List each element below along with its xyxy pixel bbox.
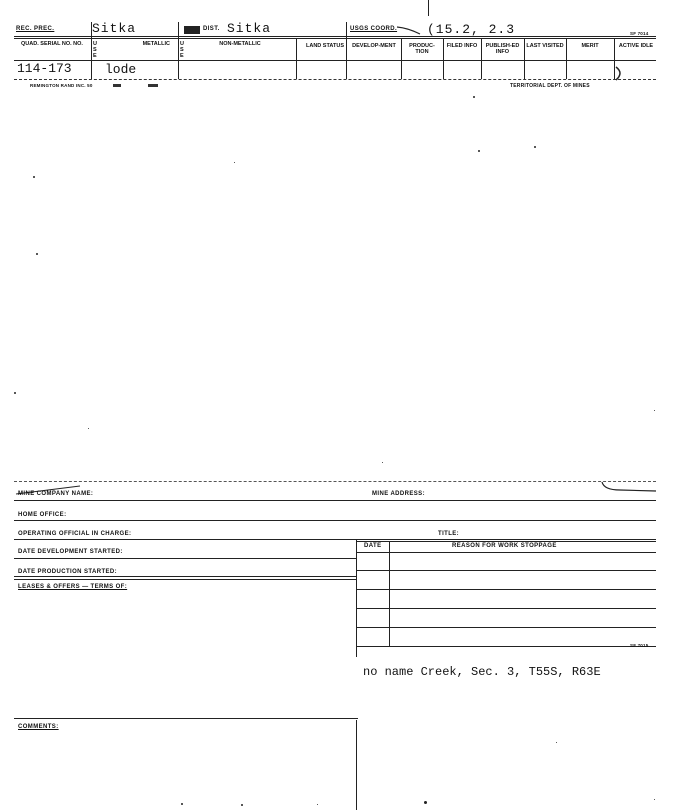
leases-label: LEASES & OFFERS — TERMS OF: <box>18 584 128 590</box>
vrule <box>346 22 347 79</box>
printer-mark <box>113 84 121 87</box>
top-rule-1 <box>14 36 656 37</box>
col-filed-info: FILED INFO <box>446 43 478 49</box>
vrule <box>481 38 482 79</box>
col-development: DEVELOP-MENT <box>352 43 396 49</box>
redaction-mark <box>184 26 200 34</box>
speck <box>473 96 475 98</box>
pen-hook-mark <box>613 66 627 82</box>
speck <box>241 804 243 806</box>
rule <box>356 608 656 609</box>
speck <box>14 392 16 394</box>
form-number-bottom: SF 7015 <box>630 643 649 648</box>
rule <box>356 552 656 553</box>
vrule <box>389 541 390 646</box>
rec-prec-label: REC. PREC. <box>16 26 55 32</box>
rule <box>14 520 656 521</box>
rec-prec-value: Sitka <box>92 21 137 36</box>
reason-header: REASON FOR WORK STOPPAGE <box>452 543 557 549</box>
pen-curve-mark <box>600 480 658 494</box>
rule <box>14 718 358 719</box>
col-last-visited: LAST VISITED <box>526 43 564 49</box>
mine-address-label: MINE ADDRESS: <box>372 491 425 497</box>
use-label-nonmetallic: U S E <box>180 41 184 59</box>
rule <box>356 627 656 628</box>
date-development-label: DATE DEVELOPMENT STARTED: <box>18 549 123 555</box>
speck <box>88 428 89 429</box>
vrule <box>296 38 297 79</box>
pen-stroke <box>396 24 422 36</box>
location-text: no name Creek, Sec. 3, T55S, R63E <box>363 665 601 679</box>
operating-official-label: OPERATING OFFICIAL IN CHARGE: <box>18 531 132 537</box>
speck <box>534 146 536 148</box>
rule <box>14 539 656 540</box>
metallic-value: lode <box>105 62 137 77</box>
usgs-coord-label: USGS COORD. <box>350 26 398 32</box>
quad-serial-value: 114-173 <box>17 61 72 76</box>
rule <box>14 500 656 501</box>
date-production-label: DATE PRODUCTION STARTED: <box>18 569 118 575</box>
vrule <box>524 38 525 79</box>
usgs-coord-value: (15.2, 2.3 <box>427 22 516 37</box>
land-status-label: LAND STATUS <box>306 43 344 49</box>
rule <box>356 589 656 590</box>
printer-mark <box>148 84 158 87</box>
dist-value: Sitka <box>227 21 272 36</box>
rule <box>356 646 656 647</box>
rule <box>356 570 656 571</box>
vrule <box>356 720 357 810</box>
vrule <box>443 38 444 79</box>
comments-label: COMMENTS: <box>18 724 59 730</box>
use-label-metallic: U S E <box>93 41 97 59</box>
form-number-top: SF 7014 <box>630 31 649 36</box>
vrule <box>356 539 357 657</box>
mine-company-label: MINE COMPANY NAME: <box>18 491 94 497</box>
vrule <box>178 22 179 79</box>
speck <box>181 803 183 805</box>
col-active-idle: ACTIVE IDLE <box>618 43 654 49</box>
dist-label: DIST. <box>203 26 220 32</box>
col-published-info: PUBLISH-ED INFO <box>485 43 520 55</box>
vrule <box>566 38 567 79</box>
speck <box>234 162 235 163</box>
speck <box>33 176 35 178</box>
department-label: TERRITORIAL DEPT. OF MINES <box>510 83 590 89</box>
quad-serial-label: QUAD. SERIAL NO. NO. <box>21 41 83 47</box>
printer-line: REMINGTON RAND INC. 50 <box>30 83 93 88</box>
speck <box>317 804 318 805</box>
metallic-label: METALLIC <box>142 41 170 47</box>
speck <box>654 410 655 411</box>
coord-underline <box>424 36 524 37</box>
top-rule-2 <box>14 60 656 61</box>
speck <box>478 150 480 152</box>
speck <box>654 799 655 800</box>
top-tick-mark <box>428 0 429 16</box>
date-header: DATE <box>364 543 382 549</box>
bottom-top-dashed <box>14 481 656 482</box>
col-production: PRODUC-TION <box>409 43 435 55</box>
col-merit: MERIT <box>581 43 599 49</box>
speck <box>36 253 38 255</box>
rule <box>356 541 656 542</box>
vrule <box>401 38 402 79</box>
speck <box>382 462 383 463</box>
rule <box>14 576 356 577</box>
top-rule-1b <box>14 38 656 39</box>
home-office-label: HOME OFFICE: <box>18 512 67 518</box>
rule <box>14 579 356 580</box>
non-metallic-label: NON-METALLIC <box>219 41 261 47</box>
rule <box>14 558 356 559</box>
title-label: TITLE: <box>438 531 460 537</box>
speck <box>556 742 557 743</box>
top-rule-3 <box>14 79 656 80</box>
speck <box>424 801 427 804</box>
